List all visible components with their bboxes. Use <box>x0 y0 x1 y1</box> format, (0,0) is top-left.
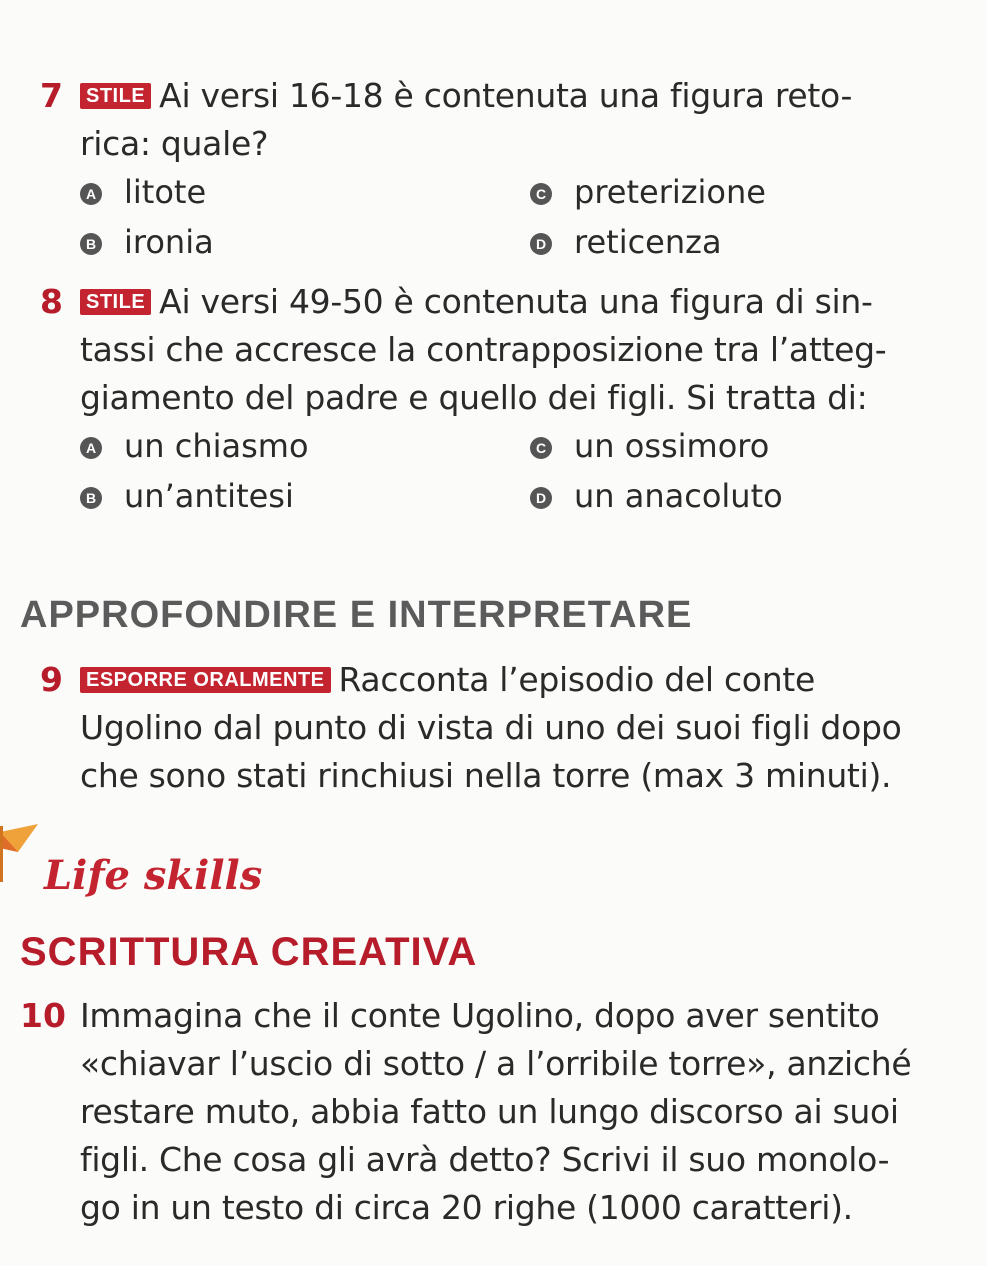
question-text-line: giamento del padre e quello dei figli. Si tratta di: <box>80 378 868 417</box>
option-d[interactable] <box>530 476 783 516</box>
flag-icon <box>0 822 46 882</box>
question-number: 10 <box>20 996 66 1035</box>
question-number: 9 <box>40 660 63 699</box>
option-d[interactable] <box>530 222 722 262</box>
stile-tag: STILE <box>80 83 151 109</box>
option-c[interactable] <box>530 172 766 212</box>
option-text: reticenza <box>574 223 722 261</box>
section-heading: SCRITTURA CREATIVA <box>20 930 478 974</box>
question-text-line: tassi che accresce la contrapposizione tra l’atteg- <box>80 330 887 369</box>
option-letter-badge: B <box>80 233 102 255</box>
option-text: un ossimoro <box>574 427 770 465</box>
option-text: preterizione <box>574 173 766 211</box>
option-b[interactable] <box>80 222 214 262</box>
life-skills-label: Life skills <box>44 852 263 899</box>
esporre-oralmente-tag: ESPORRE ORALMENTE <box>80 667 331 693</box>
question-text-line: restare muto, abbia fatto un lungo discorso ai suoi <box>80 1092 899 1131</box>
option-c[interactable] <box>530 426 769 466</box>
option-a[interactable] <box>80 172 206 212</box>
question-text-line: figli. Che cosa gli avrà detto? Scrivi il suo monolo- <box>80 1140 890 1179</box>
question-text-line: Ugolino dal punto di vista di uno dei suoi figli dopo <box>80 708 902 747</box>
option-text: ironia <box>124 223 214 261</box>
question-number: 8 <box>40 282 63 321</box>
option-a[interactable] <box>80 426 309 466</box>
stile-tag: STILE <box>80 289 151 315</box>
question-number: 7 <box>40 76 63 115</box>
option-text: un chiasmo <box>124 427 309 465</box>
option-letter-badge: D <box>530 233 552 255</box>
option-letter-badge: C <box>530 437 552 459</box>
question-text-line: Ai versi 49-50 è contenuta una figura di sin- <box>159 282 873 321</box>
option-letter-badge: B <box>80 487 102 509</box>
option-b[interactable] <box>80 476 294 516</box>
option-letter-badge: C <box>530 183 552 205</box>
option-letter-badge: A <box>80 437 102 459</box>
question-text-line: che sono stati rinchiusi nella torre (max 3 minuti). <box>80 756 892 795</box>
question-text-line: go in un testo di circa 20 righe (1000 caratteri). <box>80 1188 853 1227</box>
option-text: litote <box>124 173 207 211</box>
option-letter-badge: D <box>530 487 552 509</box>
question-text-line: rica: quale? <box>80 124 269 163</box>
question-text-line: Immagina che il conte Ugolino, dopo aver sentito <box>80 996 880 1035</box>
section-heading: APPROFONDIRE E INTERPRETARE <box>20 594 693 636</box>
option-text: un’antitesi <box>124 477 294 515</box>
option-letter-badge: A <box>80 183 102 205</box>
option-text: un anacoluto <box>574 477 783 515</box>
question-text-line: Racconta l’episodio del conte <box>338 660 815 699</box>
question-text-line: Ai versi 16-18 è contenuta una figura reto- <box>159 76 853 115</box>
question-text-line: «chiavar l’uscio di sotto / a l’orribile torre», anziché <box>80 1044 912 1083</box>
